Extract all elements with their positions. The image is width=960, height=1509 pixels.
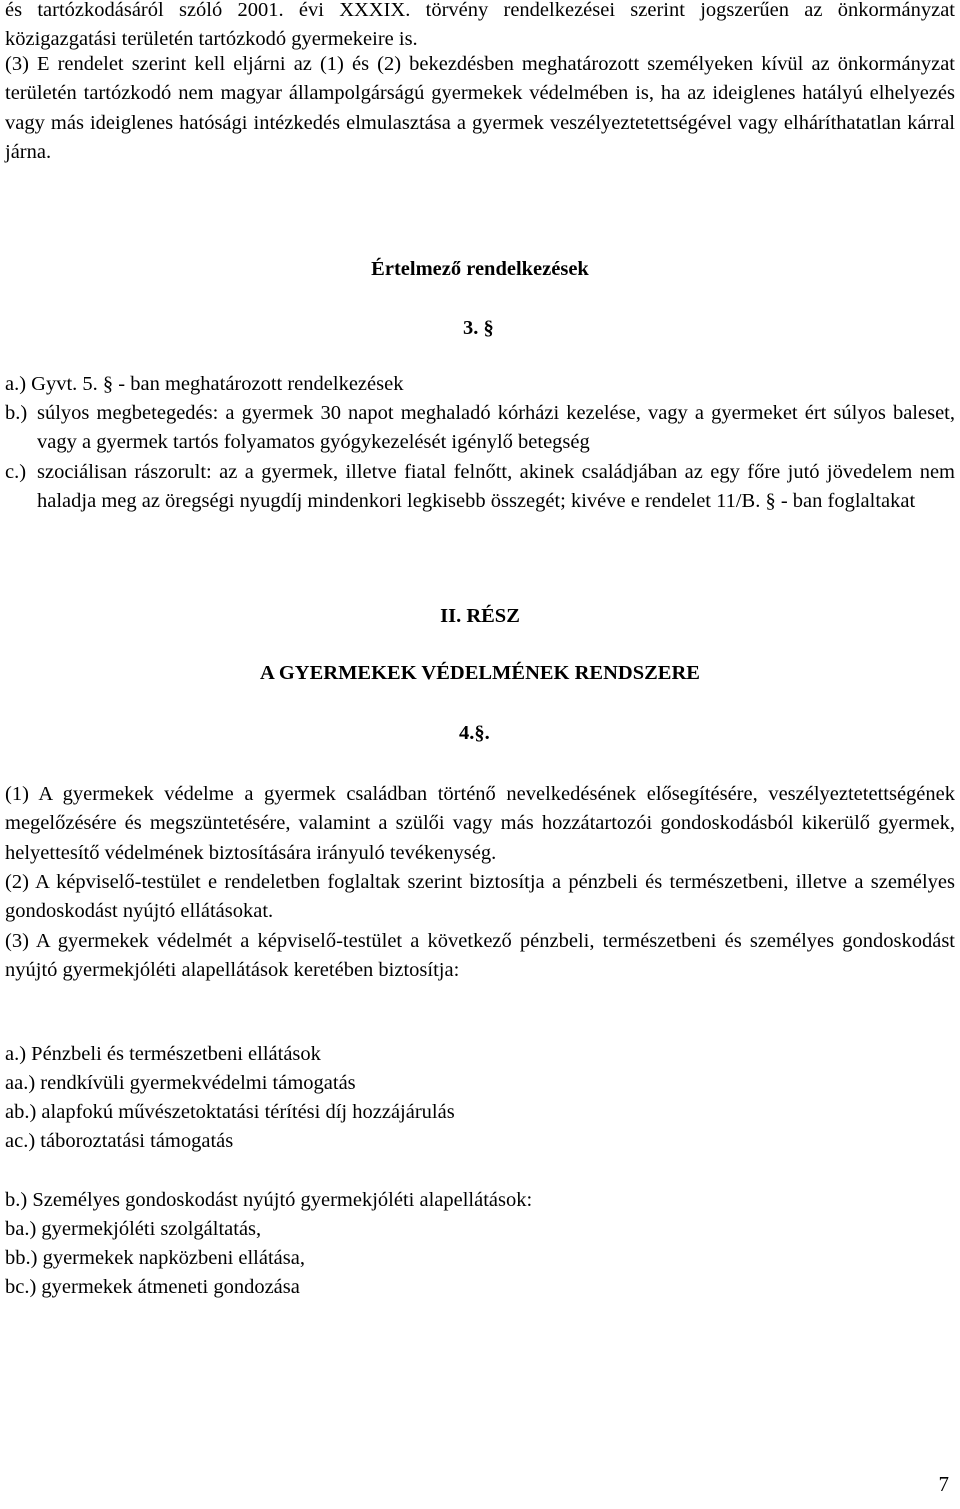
list-item: ba.) gyermekjóléti szolgáltatás, [5, 1218, 262, 1240]
definition-b-label: b.) [5, 402, 28, 424]
part-subtitle: A GYERMEKEK VÉDELMÉNEK RENDSZERE [260, 662, 700, 684]
section-4-paragraph-2: (2) A képviselő-testület e rendeletben foglaltak szerint biztosítja a pénzbeli és természetbeni, illetve a személyes gondoskodást nyújtó ellátásokat. [5, 871, 955, 923]
heading-definitions: Értelmező rendelkezések [371, 258, 589, 280]
paragraph-3: (3) E rendelet szerint kell eljárni az (1) és (2) bekezdésben meghatározott személyeken kívül az önkormányzat területén tartózkodó nem magyar állampolgárságú gyermekek védelmében is, ha az ideiglenes hatályú elhelyezés vagy más ideiglenes hatósági intézkedés elmulasztása a gyermek veszélyeztetettségével vagy elháríthatatlan kárral járna. [5, 53, 955, 163]
page-number: 7 [938, 1472, 949, 1496]
section-4-number: 4.§. [459, 722, 490, 744]
list-item: a.) Pénzbeli és természetbeni ellátások [5, 1043, 321, 1065]
section-4-paragraph-1: (1) A gyermekek védelme a gyermek családban történő nevelkedésének elősegítésére, veszélyeztetettségének megelőzésére és megszüntetésére, valamint a szülői vagy más hozzátartozói gondoskodásból kikerülő gyermek, helyettesítő védelmének biztosítására irányuló tevékenység. [5, 783, 955, 864]
list-item: ac.) táboroztatási támogatás [5, 1130, 234, 1152]
list-item: bb.) gyermekek napközbeni ellátása, [5, 1247, 305, 1269]
part-title: II. RÉSZ [440, 605, 520, 627]
list-item: ab.) alapfokú művészetoktatási térítési díj hozzájárulás [5, 1101, 455, 1123]
definition-b [37, 399, 955, 458]
definition-c [37, 458, 955, 517]
list-item: b.) Személyes gondoskodást nyújtó gyermekjóléti alapellátások: [5, 1189, 533, 1211]
list-item: aa.) rendkívüli gyermekvédelmi támogatás [5, 1072, 356, 1094]
definition-c-text: szociálisan rászorult: az a gyermek, illetve fiatal felnőtt, akinek családjában az egy főre jutó jövedelem nem haladja meg az öregségi nyugdíj mindenkori legkisebb összegét; kivéve e rendelet 11/B. § - ban foglaltakat [37, 461, 955, 513]
document-page [5, 0, 955, 1509]
top-paragraph: és tartózkodásáról szóló 2001. évi XXXIX. törvény rendelkezései szerint jogszerűen az önkormányzat közigazgatási területén tartózkodó gyermekeire is. [5, 0, 955, 51]
list-item: bc.) gyermekek átmeneti gondozása [5, 1276, 300, 1298]
section-4-paragraph-3: (3) A gyermekek védelmét a képviselő-testület a következő pénzbeli, természetbeni és személyes gondoskodást nyújtó gyermekjóléti alapellátások keretében biztosítja: [5, 930, 955, 982]
definition-b-text: súlyos megbetegedés: a gyermek 30 napot meghaladó kórházi kezelése, vagy a gyermeket ért súlyos baleset, vagy a gyermek tartós folyamatos gyógykezelését igénylő betegség [37, 402, 955, 454]
definition-c-label: c.) [5, 461, 27, 483]
section-3-number: 3. § [463, 317, 494, 339]
definition-a: a.) Gyvt. 5. § - ban meghatározott rendelkezések [5, 373, 404, 395]
